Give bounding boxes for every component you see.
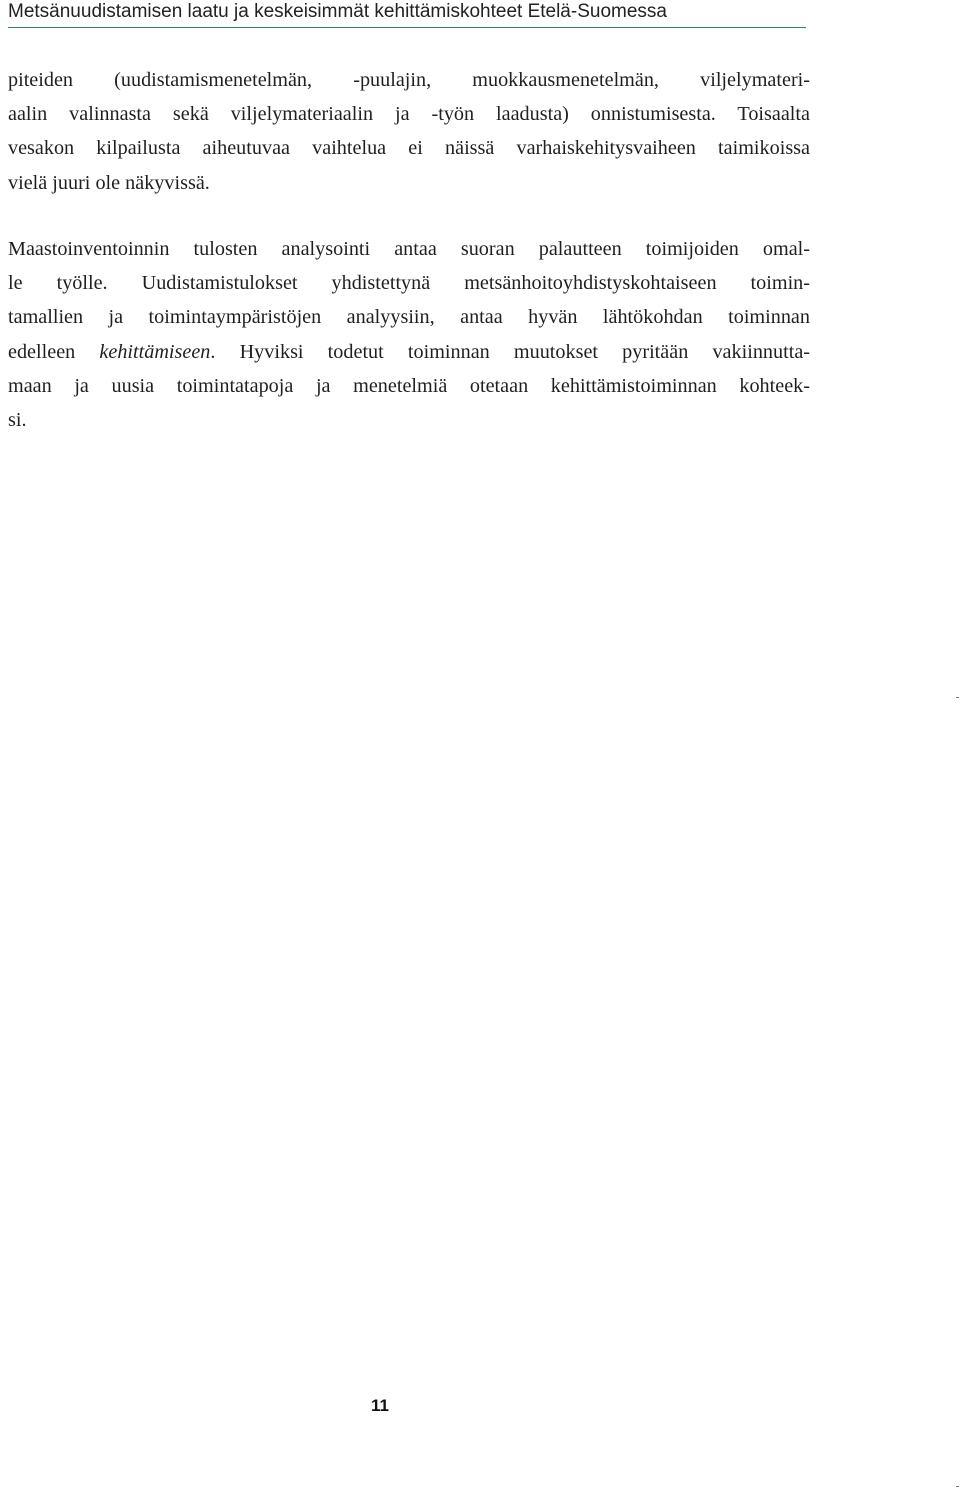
paragraph-line-with-emphasis (8, 335, 810, 369)
paragraph-line: tamallien ja toimintaympäristöjen analyysiin, antaa hyvän lähtökohdan toiminnan (8, 306, 810, 329)
paragraph-text-segment: . Hyviksi todetut toiminnan muutokset pyritään vakiinnutta- (210, 340, 811, 363)
paragraph-line: vesakon kilpailusta aiheutuvaa vaihtelua ei näissä varhaiskehitysvaiheen taimikoissa (8, 137, 810, 160)
paragraph-line: Maastoinventoinnin tulosten analysointi antaa suoran palautteen toimijoiden omal- (8, 238, 810, 260)
running-header-title: Metsänuudistamisen laatu ja keskeisimmät kehittämiskohteet Etelä-Suomessa (8, 1, 667, 22)
paragraph-line: le työlle. Uudistamistulokset yhdistettynä metsänhoitoyhdistyskohtaiseen toimin- (8, 272, 810, 295)
body-paragraph-1 (8, 63, 810, 200)
paragraph-text-segment: edelleen (8, 340, 100, 363)
crop-mark (956, 1486, 959, 1487)
running-header (8, 0, 806, 28)
paragraph-line: si. (8, 409, 27, 432)
paragraph-line: maan ja uusia toimintatapoja ja menetelmiä otetaan kehittämistoiminnan kohteek- (8, 374, 810, 397)
paragraph-line: piteiden (uudistamismenetelmän, -puulajin, muokkausmenetelmän, viljelymateri- (8, 69, 810, 91)
emphasized-term: kehittämiseen (99, 340, 211, 363)
paragraph-line: vielä juuri ole näkyvissä. (8, 171, 210, 194)
crop-mark (956, 697, 959, 698)
paragraph-line: aalin valinnasta sekä viljelymateriaalin ja -työn laadusta) onnistumisesta. Toisaalta (8, 103, 810, 126)
page-number: 11 (371, 1396, 389, 1415)
body-paragraph-2 (8, 232, 810, 437)
